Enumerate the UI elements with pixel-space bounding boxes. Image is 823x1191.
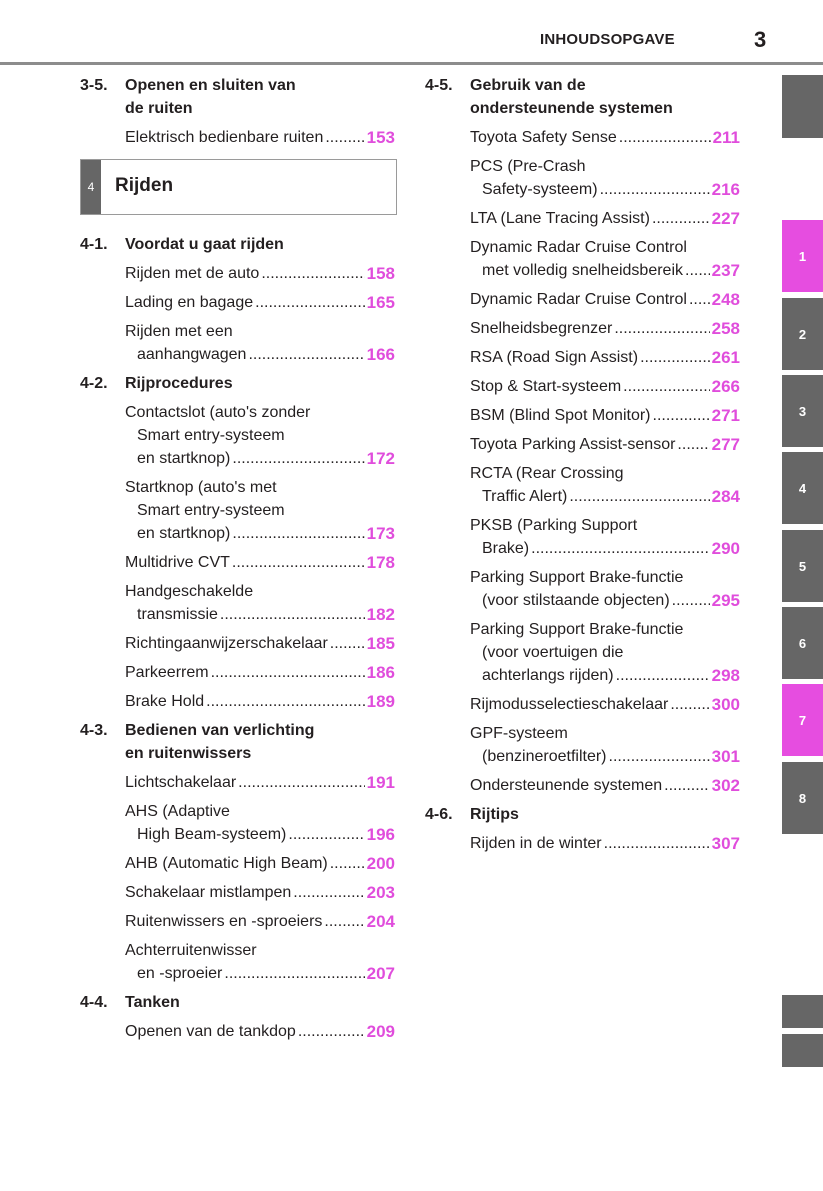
toc-entry-row: [125, 690, 395, 713]
dot-leader: [248, 343, 364, 366]
section-title: en ruitenwissers: [125, 745, 252, 762]
chapter-tab[interactable]: 5: [782, 530, 823, 602]
toc-entry-text: Toyota Parking Assist-sensor: [470, 436, 676, 453]
dot-leader: [619, 126, 711, 149]
page-link[interactable]: 271: [711, 406, 740, 425]
page-link[interactable]: 178: [366, 553, 395, 572]
dot-leader: [293, 881, 364, 904]
toc-entry-text: BSM (Blind Spot Monitor): [470, 407, 651, 424]
toc-entry-row: [470, 774, 740, 797]
toc-entry-text: LTA (Lane Tracing Assist): [470, 210, 650, 227]
toc-entry[interactable]: [125, 939, 395, 985]
dot-leader: [206, 690, 364, 713]
section-title: Rijprocedures: [125, 375, 233, 392]
dot-leader: [685, 259, 710, 282]
section-title: Bedienen van verlichting: [125, 722, 315, 739]
chapter-title: Rijden: [115, 175, 174, 196]
toc-entry-text: achterlangs rijden): [482, 667, 614, 684]
chapter-tab[interactable]: 3: [782, 375, 823, 447]
section-heading: [80, 372, 400, 395]
toc-entry-row: [470, 288, 740, 311]
toc-entry-row: [470, 664, 740, 687]
toc-right-column: [425, 74, 745, 861]
toc-entry-row: [125, 603, 395, 626]
toc-entry[interactable]: [470, 774, 740, 797]
toc-entry-row: [125, 661, 395, 684]
page-link[interactable]: 189: [366, 692, 395, 711]
section-number: 4-3.: [80, 722, 108, 739]
toc-entry-text: RCTA (Rear Crossing: [470, 465, 624, 482]
page-link[interactable]: 182: [366, 605, 395, 624]
toc-entry-text: (voor stilstaande objecten): [482, 592, 670, 609]
toc-entry-text: AHS (Adaptive: [125, 803, 230, 820]
page-link[interactable]: 186: [366, 663, 395, 682]
toc-entry[interactable]: [125, 580, 395, 626]
dot-leader: [531, 537, 710, 560]
section-title: Voordat u gaat rijden: [125, 236, 284, 253]
page-link[interactable]: 158: [366, 264, 395, 283]
dot-leader: [616, 664, 710, 687]
section-number: 3-5.: [80, 77, 108, 94]
page-link[interactable]: 203: [366, 883, 395, 902]
toc-entry[interactable]: [470, 433, 740, 456]
toc-entry[interactable]: [125, 690, 395, 713]
chapter-tab[interactable]: [782, 1034, 823, 1067]
toc-entry-text: GPF-systeem: [470, 725, 568, 742]
page-link[interactable]: 237: [711, 261, 740, 280]
toc-entry[interactable]: [125, 401, 395, 470]
toc-entry[interactable]: [125, 320, 395, 366]
dot-leader: [653, 404, 710, 427]
toc-entry[interactable]: [470, 126, 740, 149]
page-link[interactable]: 301: [711, 747, 740, 766]
toc-entry-text: transmissie: [137, 606, 218, 623]
dot-leader: [614, 317, 709, 340]
page-link[interactable]: 172: [366, 449, 395, 468]
toc-entry-text: en -sproeier: [137, 965, 223, 982]
section-title: Gebruik van de: [470, 77, 586, 94]
section-number: 4-2.: [80, 375, 108, 392]
dot-leader: [220, 603, 365, 626]
dot-leader: [255, 291, 365, 314]
toc-entry[interactable]: [125, 881, 395, 904]
toc-entry-text: AHB (Automatic High Beam): [125, 855, 328, 872]
toc-entry-row: [470, 589, 740, 612]
toc-entry-text: Contactslot (auto's zonder: [125, 404, 311, 421]
section-number: 4-6.: [425, 806, 453, 823]
chapter-tab[interactable]: 8: [782, 762, 823, 834]
toc-entry-row: [125, 1020, 395, 1043]
toc-entry-text: met volledig snelheidsbereik: [482, 262, 683, 279]
toc-entry-row: [125, 962, 395, 985]
toc-entry[interactable]: [125, 632, 395, 655]
page-link[interactable]: 266: [711, 377, 740, 396]
page-link[interactable]: 185: [366, 634, 395, 653]
toc-entry[interactable]: [470, 722, 740, 768]
dot-leader: [330, 632, 365, 655]
dot-leader: [623, 375, 709, 398]
toc-entry-text: Ondersteunende systemen: [470, 777, 663, 794]
toc-entry-text: Dynamic Radar Cruise Control: [470, 239, 687, 256]
toc-entry[interactable]: [470, 618, 740, 687]
page-link[interactable]: 165: [366, 293, 395, 312]
page-link[interactable]: 216: [711, 180, 740, 199]
toc-entry-text: Smart entry-systeem: [137, 427, 285, 444]
toc-entry[interactable]: [125, 262, 395, 285]
section-heading: [80, 719, 400, 765]
toc-entry-text: (voor voertuigen die: [482, 644, 624, 661]
toc-entry-row: [470, 259, 740, 282]
toc-entry-row: [470, 693, 740, 716]
toc-entry-row: [470, 178, 740, 201]
toc-entry-row: [470, 832, 740, 855]
chapter-tab[interactable]: [782, 75, 823, 138]
chapter-tab[interactable]: 6: [782, 607, 823, 679]
section-title: Openen en sluiten van: [125, 77, 296, 94]
dot-leader: [652, 207, 710, 230]
page-link[interactable]: 200: [366, 854, 395, 873]
dot-leader: [640, 346, 710, 369]
dot-leader: [689, 288, 710, 311]
dot-leader: [298, 1020, 365, 1043]
header-rule: [0, 62, 823, 65]
toc-entry-text: Brake Hold: [125, 693, 205, 710]
page-link[interactable]: 290: [711, 539, 740, 558]
toc-entry-row: [470, 317, 740, 340]
page-link[interactable]: 196: [366, 825, 395, 844]
section-heading: [425, 74, 745, 120]
page-link[interactable]: 261: [711, 348, 740, 367]
toc-entry[interactable]: [125, 852, 395, 875]
dot-leader: [232, 447, 364, 470]
toc-entry[interactable]: [125, 551, 395, 574]
toc-entry[interactable]: [470, 514, 740, 560]
chapter-tab[interactable]: [782, 995, 823, 1028]
toc-entry-text: Rijden met de auto: [125, 265, 260, 282]
toc-entry-row: [470, 537, 740, 560]
toc-entry-text: RSA (Road Sign Assist): [470, 349, 639, 366]
dot-leader: [224, 962, 364, 985]
toc-entry-text: PKSB (Parking Support: [470, 517, 638, 534]
toc-entry-row: [125, 910, 395, 933]
toc-entry-row: [125, 823, 395, 846]
toc-entry-row: [470, 433, 740, 456]
dot-leader: [324, 910, 364, 933]
chapter-heading: [80, 159, 397, 215]
toc-entry-row: [470, 346, 740, 369]
toc-entry-text: Smart entry-systeem: [137, 502, 285, 519]
toc-entry[interactable]: [125, 771, 395, 794]
toc-entry-text: Richtingaanwijzerschakelaar: [125, 635, 328, 652]
section-heading: [80, 991, 400, 1014]
toc-entry-row: [125, 852, 395, 875]
page-link[interactable]: 298: [711, 666, 740, 685]
toc-entry-row: [125, 291, 395, 314]
page-link[interactable]: 153: [366, 128, 395, 147]
toc-entry-text: Dynamic Radar Cruise Control: [470, 291, 687, 308]
toc-entry-text: Rijden in de winter: [470, 835, 602, 852]
page-header-title: INHOUDSOPGAVE: [540, 31, 675, 48]
page-link[interactable]: 258: [711, 319, 740, 338]
dot-leader: [604, 832, 710, 855]
toc-entry-text: Stop & Start-systeem: [470, 378, 622, 395]
toc-entry[interactable]: [470, 462, 740, 508]
section-number: 4-1.: [80, 236, 108, 253]
toc-entry-text: Toyota Safety Sense: [470, 129, 617, 146]
page-link[interactable]: 211: [712, 128, 740, 147]
dot-leader: [232, 551, 365, 574]
section-heading: [80, 74, 400, 120]
toc-entry[interactable]: [470, 346, 740, 369]
toc-entry-text: Traffic Alert): [482, 488, 568, 505]
toc-entry-text: Startknop (auto's met: [125, 479, 277, 496]
toc-entry-text: PCS (Pre-Crash: [470, 158, 586, 175]
toc-entry[interactable]: [470, 404, 740, 427]
toc-entry-text: Elektrisch bedienbare ruiten: [125, 129, 324, 146]
page-link[interactable]: 166: [366, 345, 395, 364]
toc-entry[interactable]: [470, 566, 740, 612]
toc-entry-text: High Beam-systeem): [137, 826, 287, 843]
toc-entry[interactable]: [125, 910, 395, 933]
chapter-number: 4: [81, 160, 101, 214]
dot-leader: [325, 126, 364, 149]
page-link[interactable]: 207: [366, 964, 395, 983]
page-link[interactable]: 284: [711, 487, 740, 506]
page-link[interactable]: 204: [366, 912, 395, 931]
toc-entry-text: Rijmodusselectieschakelaar: [470, 696, 669, 713]
toc-entry-text: Parking Support Brake-functie: [470, 621, 684, 638]
section-title: Tanken: [125, 994, 180, 1011]
toc-entry-text: Safety-systeem): [482, 181, 598, 198]
dot-leader: [609, 745, 710, 768]
section-title: Rijtips: [470, 806, 519, 823]
toc-entry-text: Schakelaar mistlampen: [125, 884, 292, 901]
page-link[interactable]: 227: [711, 209, 740, 228]
chapter-tab[interactable]: 7: [782, 684, 823, 756]
dot-leader: [672, 589, 710, 612]
page-link[interactable]: 209: [366, 1022, 395, 1041]
dot-leader: [670, 693, 709, 716]
toc-entry-text: Snelheidsbegrenzer: [470, 320, 613, 337]
toc-entry-text: Parkeerrem: [125, 664, 209, 681]
toc-entry[interactable]: [470, 375, 740, 398]
toc-entry[interactable]: [125, 126, 395, 149]
dot-leader: [238, 771, 364, 794]
toc-entry[interactable]: [470, 288, 740, 311]
chapter-tab[interactable]: 1: [782, 220, 823, 292]
toc-entry-text: en startknop): [137, 525, 231, 542]
dot-leader: [664, 774, 710, 797]
chapter-tab[interactable]: 2: [782, 298, 823, 370]
toc-entry-text: Lichtschakelaar: [125, 774, 237, 791]
toc-entry-text: Openen van de tankdop: [125, 1023, 296, 1040]
toc-entry-row: [125, 447, 395, 470]
toc-entry-row: [470, 375, 740, 398]
toc-entry-row: [125, 881, 395, 904]
toc-entry-text: Achterruitenwisser: [125, 942, 257, 959]
page-link[interactable]: 295: [711, 591, 740, 610]
dot-leader: [330, 852, 365, 875]
toc-entry-text: en startknop): [137, 450, 231, 467]
toc-entry-row: [470, 485, 740, 508]
dot-leader: [232, 522, 364, 545]
dot-leader: [261, 262, 364, 285]
section-number: 4-4.: [80, 994, 108, 1011]
page-link[interactable]: 302: [711, 776, 740, 795]
toc-entry[interactable]: [470, 207, 740, 230]
toc-entry-row: [125, 632, 395, 655]
toc-entry-text: Parking Support Brake-functie: [470, 569, 684, 586]
toc-entry[interactable]: [125, 1020, 395, 1043]
toc-entry[interactable]: [470, 317, 740, 340]
toc-entry-text: (benzineroetfilter): [482, 748, 607, 765]
page-link[interactable]: 191: [366, 773, 395, 792]
toc-entry-text: Ruitenwissers en -sproeiers: [125, 913, 323, 930]
chapter-tab[interactable]: 4: [782, 452, 823, 524]
toc-entry[interactable]: [470, 155, 740, 201]
toc-entry-text: aanhangwagen: [137, 346, 247, 363]
section-title: ondersteunende systemen: [470, 100, 673, 117]
toc-entry-text: Rijden met een: [125, 323, 233, 340]
toc-entry[interactable]: [125, 291, 395, 314]
toc-entry-row: [125, 771, 395, 794]
dot-leader: [600, 178, 710, 201]
toc-entry-row: [470, 745, 740, 768]
toc-entry-row: [125, 551, 395, 574]
toc-entry-text: Handgeschakelde: [125, 583, 254, 600]
page-link[interactable]: 300: [711, 695, 740, 714]
toc-entry-row: [470, 207, 740, 230]
section-number: 4-5.: [425, 77, 453, 94]
toc-entry-row: [125, 343, 395, 366]
toc-entry-row: [125, 522, 395, 545]
toc-entry-text: Multidrive CVT: [125, 554, 230, 571]
section-heading: [425, 803, 745, 826]
toc-entry[interactable]: [125, 800, 395, 846]
toc-entry[interactable]: [125, 661, 395, 684]
toc-entry-row: [470, 404, 740, 427]
toc-entry-row: [470, 126, 740, 149]
dot-leader: [211, 661, 365, 684]
page-link[interactable]: 307: [711, 834, 740, 853]
toc-entry-row: [125, 126, 395, 149]
toc-entry[interactable]: [125, 476, 395, 545]
page-link[interactable]: 248: [711, 290, 740, 309]
page-link[interactable]: 277: [711, 435, 740, 454]
toc-entry[interactable]: [470, 693, 740, 716]
section-title: de ruiten: [125, 100, 193, 117]
dot-leader: [288, 823, 364, 846]
toc-entry-text: Lading en bagage: [125, 294, 254, 311]
page-link[interactable]: 173: [366, 524, 395, 543]
toc-entry-row: [125, 262, 395, 285]
toc-left-column: [80, 74, 400, 1049]
toc-entry[interactable]: [470, 832, 740, 855]
dot-leader: [677, 433, 709, 456]
toc-entry-text: Brake): [482, 540, 530, 557]
page-number: 3: [754, 27, 767, 52]
toc-entry[interactable]: [470, 236, 740, 282]
dot-leader: [569, 485, 709, 508]
section-heading: [80, 233, 400, 256]
